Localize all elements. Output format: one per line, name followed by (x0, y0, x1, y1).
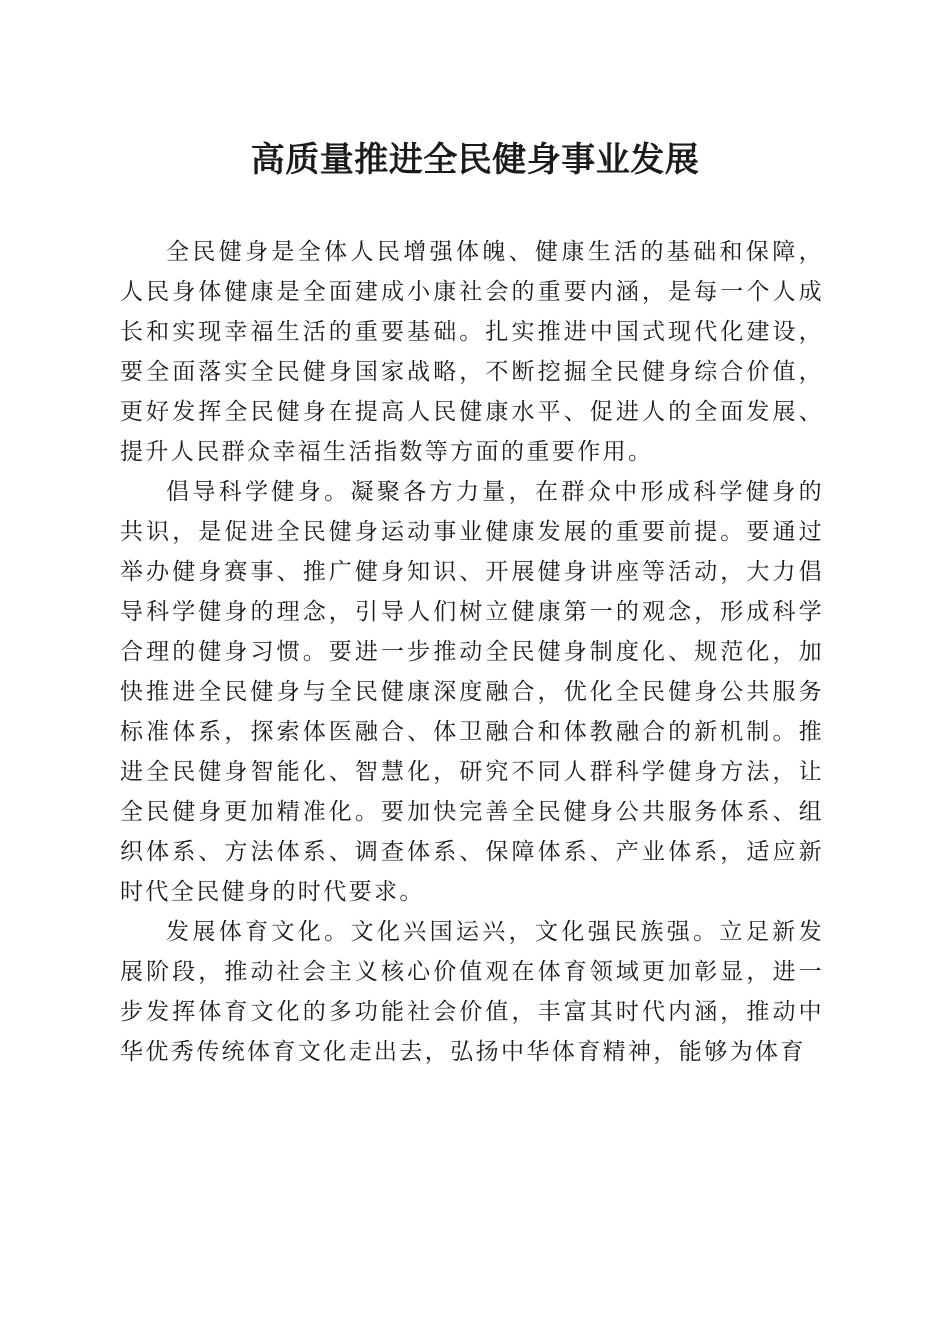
paragraph-intro: 全民健身是全体人民增强体魄、健康生活的基础和保障，人民身体健康是全面建成小康社会的重要内涵，是每一个人成长和实现幸福生活的重要基础。扎实推进中国式现代化建设，要全面落实全民健身国家战略，不断挖掘全民健身综合价值，更好发挥全民健身在提高人民健康水平、促进人的全面发展、提升人民群众幸福生活指数等方面的重要作用。 (120, 239, 824, 465)
document-body (120, 232, 824, 1072)
document-title: 高质量推进全民健身事业发展 (250, 140, 700, 180)
paragraph-sports-culture: 发展体育文化。文化兴国运兴，文化强民族强。立足新发展阶段，推动社会主义核心价值观在体育领域更加彰显，进一步发挥体育文化的多功能社会价值，丰富其时代内涵，推动中华优秀传统体育文化走出去，弘扬中华体育精神，能够为体育 (120, 919, 824, 1065)
paragraph-scientific-fitness: 倡导科学健身。凝聚各方力量，在群众中形成科学健身的共识，是促进全民健身运动事业健康发展的重要前提。要通过举办健身赛事、推广健身知识、开展健身讲座等活动，大力倡导科学健身的理念，引导人们树立健康第一的观念，形成科学合理的健身习惯。要进一步推动全民健身制度化、规范化，加快推进全民健身与全民健康深度融合，优化全民健身公共服务标准体系，探索体医融合、体卫融合和体教融合的新机制。推进全民健身智能化、智慧化，研究不同人群科学健身方法，让全民健身更加精准化。要加快完善全民健身公共服务体系、组织体系、方法体系、调查体系、保障体系、产业体系，适应新时代全民健身的时代要求。 (120, 479, 824, 905)
